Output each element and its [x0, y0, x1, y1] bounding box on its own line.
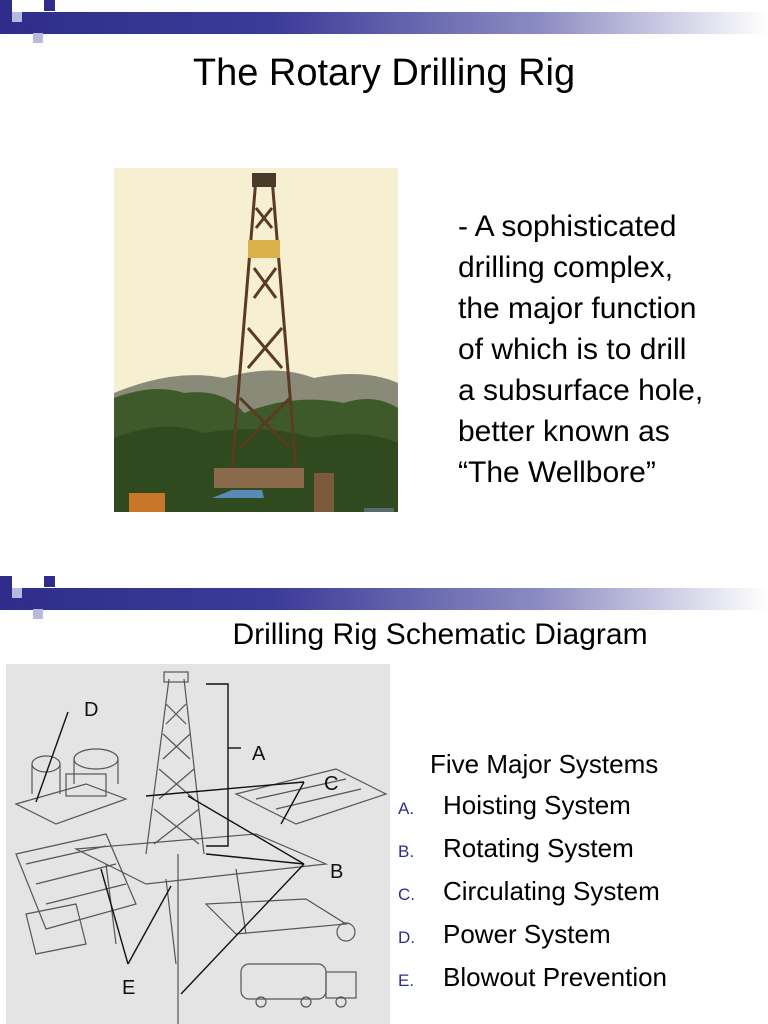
- slide-title: The Rotary Drilling Rig: [192, 52, 576, 94]
- corner-square: [22, 598, 33, 609]
- label-c: C: [324, 773, 339, 795]
- rig-schematic-diagram: [6, 664, 390, 1024]
- slide-gap: [0, 512, 768, 576]
- corner-square: [22, 22, 33, 33]
- corner-square: [33, 33, 43, 43]
- list-letter: B.: [398, 842, 415, 861]
- corner-square: [44, 0, 55, 11]
- list-label: Rotating System: [443, 833, 634, 863]
- corner-square: [12, 588, 22, 598]
- corner-square: [0, 576, 12, 588]
- list-item: [398, 876, 667, 919]
- list-letter: D.: [398, 928, 415, 947]
- list-label: Hoisting System: [443, 790, 631, 820]
- label-b: B: [330, 861, 344, 883]
- list-label: Power System: [443, 919, 611, 949]
- rig-description: - A sophisticated drilling complex, the major function of which is to drill a subsurface hole, better known as “The Wellbore”: [458, 210, 704, 489]
- label-a: A: [252, 743, 266, 765]
- list-letter: C.: [398, 885, 415, 904]
- list-label: Blowout Prevention: [443, 962, 668, 992]
- list-label: Circulating System: [443, 876, 660, 906]
- systems-list: [398, 790, 667, 1005]
- list-item: [398, 919, 667, 962]
- corner-square: [12, 12, 22, 22]
- slide-2: [0, 576, 768, 1024]
- label-e: E: [122, 977, 136, 999]
- header-bar: [0, 588, 768, 610]
- list-letter: E.: [398, 971, 415, 990]
- list-item: [398, 962, 667, 1005]
- corner-square: [44, 576, 55, 587]
- list-letter: A.: [398, 799, 415, 818]
- label-d: D: [84, 699, 99, 721]
- list-item: [398, 833, 667, 876]
- drilling-rig-photo: [114, 168, 398, 512]
- systems-heading: Five Major Systems: [430, 749, 659, 779]
- list-item: [398, 790, 667, 833]
- slide-title: Drilling Rig Schematic Diagram: [232, 618, 648, 651]
- corner-square: [0, 0, 12, 12]
- header-bar: [0, 12, 768, 34]
